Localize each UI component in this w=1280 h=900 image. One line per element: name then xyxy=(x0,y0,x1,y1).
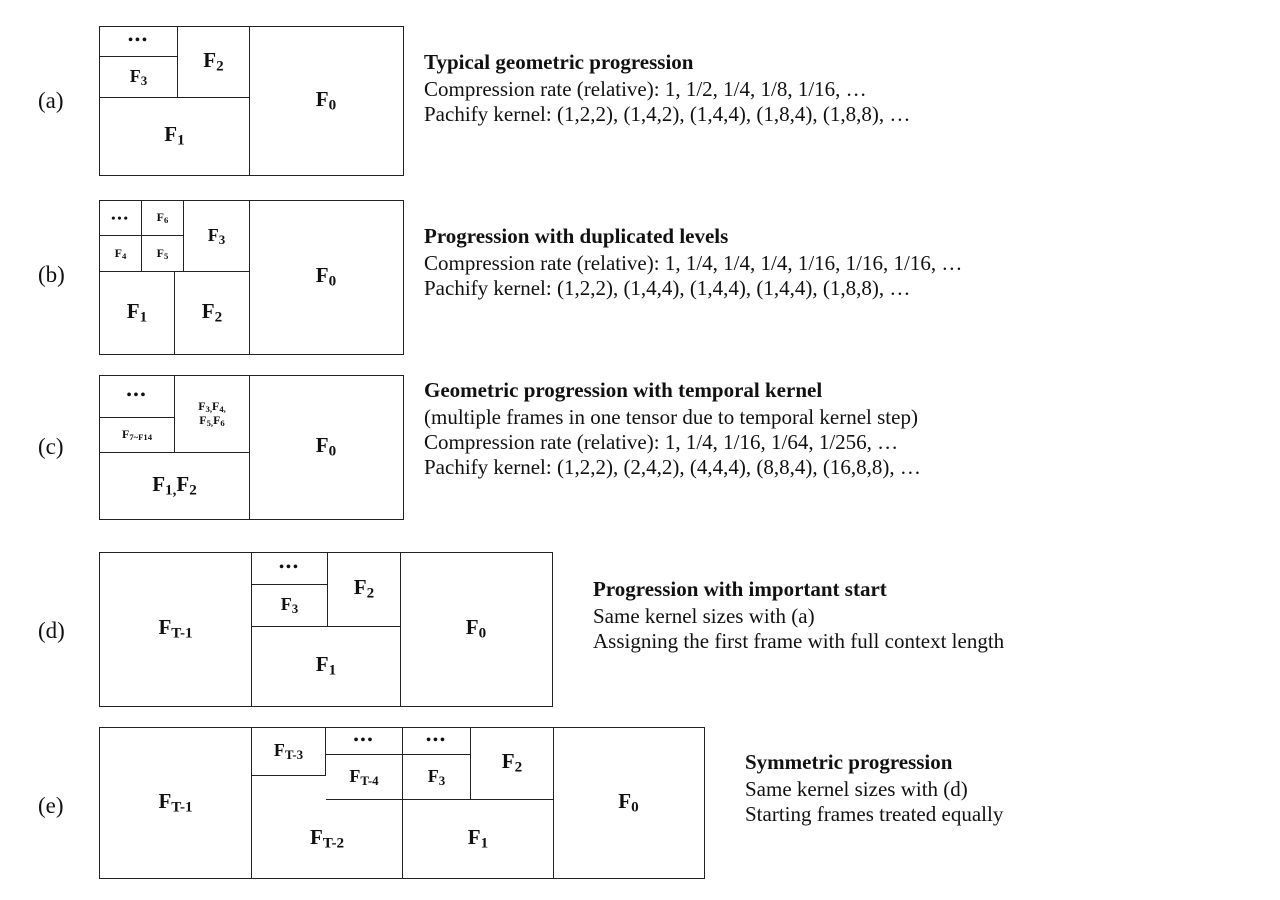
cell-e-f0: $F_0$ xyxy=(618,788,639,816)
cell-b-f6: $F_6$ xyxy=(142,201,184,236)
cell-b-f3: $F_3$ xyxy=(184,201,250,272)
line-b-2: Pachify kernel: (1,2,2), (1,4,4), (1,4,4), (1,4,4), (1,8,8), … xyxy=(424,276,911,300)
cell-b-f0: $F_0$ xyxy=(315,263,337,290)
line-d-1: Same kernel sizes with (a) xyxy=(593,604,815,628)
cell-e-ft1: $F_{T-1}$ xyxy=(100,728,252,878)
cell-e-dots-1: ••• xyxy=(326,728,403,755)
cell-d-f2: $F_2$ xyxy=(328,553,401,627)
line-d-2: Assigning the first frame with full context length xyxy=(593,629,1005,653)
line-a-2: Pachify kernel: (1,2,2), (1,4,2), (1,4,4), (1,8,4), (1,8,8), … xyxy=(424,102,911,126)
diagram-d xyxy=(99,552,553,707)
line-c-2: Compression rate (relative): 1, 1/4, 1/16, 1/64, 1/256, … xyxy=(424,430,899,454)
cell-e-ft4: $F_{T-4}$ xyxy=(326,755,403,800)
cell-d-f3: $F_3$ xyxy=(252,585,328,627)
cell-c-f7-f14: $F_{7\sim F14}$ xyxy=(100,418,175,453)
cell-e-ft2: $F_{T-2}$ xyxy=(252,800,403,878)
line-a-1: Compression rate (relative): 1, 1/2, 1/4, 1/8, 1/16, … xyxy=(424,77,867,101)
cell-e-f3: $F_3$ xyxy=(403,755,471,800)
cell-b-f2: $F_2$ xyxy=(175,272,250,354)
line-b-1: Compression rate (relative): 1, 1/4, 1/4, 1/4, 1/16, 1/16, 1/16, … xyxy=(424,251,963,275)
title-c: Geometric progression with temporal kernel xyxy=(424,378,823,402)
cell-c-f0: $F_0$ xyxy=(315,433,337,460)
line-c-3: Pachify kernel: (1,2,2), (2,4,2), (4,4,4), (8,8,4), (16,8,8), … xyxy=(424,455,921,479)
row-label-c: (c) xyxy=(38,434,64,459)
row-label-b: (b) xyxy=(38,262,65,287)
text-a xyxy=(424,50,910,127)
cell-e-f2: $F_2$ xyxy=(471,728,554,800)
cell-d-dots: ••• xyxy=(252,553,328,585)
row-label-d: (d) xyxy=(38,618,65,643)
line-e-1: Same kernel sizes with (d) xyxy=(745,777,968,801)
diagram-a xyxy=(99,26,404,176)
cell-a-f2: $F_2$ xyxy=(178,27,250,98)
title-e: Symmetric progression xyxy=(745,750,953,774)
diagram-c xyxy=(99,375,404,520)
cell-a-f3: $F_3$ xyxy=(100,57,178,98)
cell-d-f0: $F_0$ xyxy=(465,615,487,642)
text-d xyxy=(593,577,1004,654)
text-e xyxy=(745,750,1003,827)
cell-d-f1: $F_1$ xyxy=(252,627,401,706)
cell-a-f0: $F_0$ xyxy=(315,86,337,114)
cell-c-f3-f6: $F_{3,}F_{4,}$ $F_{5,}F_6$ xyxy=(175,376,250,453)
cell-b-f1: $F_1$ xyxy=(100,272,175,354)
text-b xyxy=(424,224,962,301)
title-d: Progression with important start xyxy=(593,577,887,601)
row-label-a: (a) xyxy=(38,88,64,113)
cell-e-f1: $F_1$ xyxy=(403,800,554,878)
cell-b-f4: $F_4$ xyxy=(100,236,142,272)
cell-e-ft3: $F_{T-3}$ xyxy=(252,728,326,776)
cell-b-f5: $F_5$ xyxy=(142,236,184,272)
title-a: Typical geometric progression xyxy=(424,50,694,74)
diagram-e xyxy=(99,727,705,879)
cell-d-ft1: $F_{T-1}$ xyxy=(100,553,252,706)
cell-c-dots: ••• xyxy=(100,376,175,418)
text-c xyxy=(424,378,921,480)
line-c-1: (multiple frames in one tensor due to temporal kernel step) xyxy=(424,405,918,429)
cell-a-dots: ••• xyxy=(100,27,178,57)
cell-e-dots-2: ••• xyxy=(403,728,471,755)
cell-b-dots: ••• xyxy=(100,201,142,236)
cell-c-f1-f2: $F_{1,}F_2$ xyxy=(100,453,250,519)
row-label-e: (e) xyxy=(38,793,64,818)
diagram-b xyxy=(99,200,404,355)
cell-a-f1: $F_1$ xyxy=(100,98,250,175)
title-b: Progression with duplicated levels xyxy=(424,224,729,248)
line-e-2: Starting frames treated equally xyxy=(745,802,1004,826)
